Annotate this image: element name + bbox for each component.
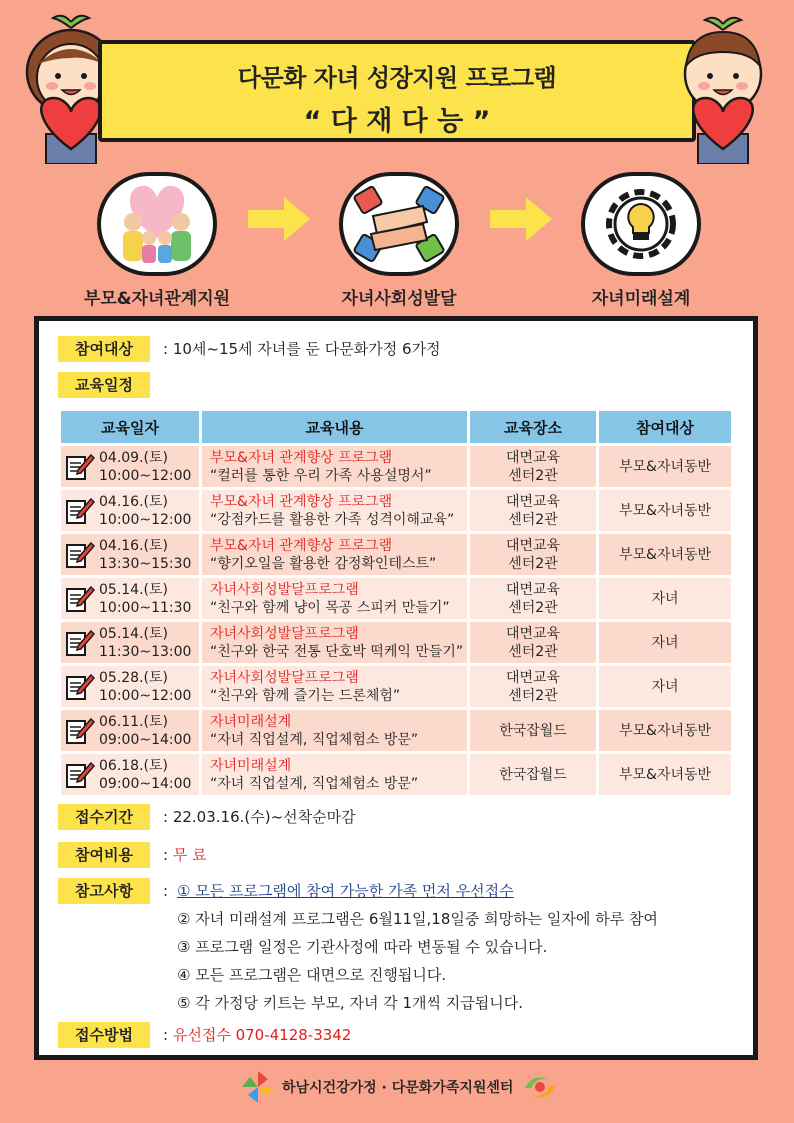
content-cell <box>202 710 470 751</box>
row-date: 06.18.(토) <box>99 757 168 774</box>
date-cell <box>61 622 202 663</box>
target-label: 참여대상 <box>58 336 150 362</box>
memo-pencil-icon <box>65 717 95 745</box>
row-place: 한국잡월드 <box>499 722 567 739</box>
step-circle-future <box>581 172 701 276</box>
table-row <box>61 754 731 795</box>
row-description: “강점카드를 활용한 가족 성격이해교육” <box>210 511 455 528</box>
date-cell <box>61 666 202 707</box>
row-place-detail: 센터2관 <box>508 599 558 616</box>
row-time: 10:00~12:00 <box>99 467 192 484</box>
period-label: 접수기간 <box>58 804 150 830</box>
row-time: 09:00~14:00 <box>99 731 192 748</box>
note-2: ② 자녀 미래설계 프로그램은 6월11일,18일중 희망하는 일자에 하루 참여 <box>177 910 658 928</box>
method-label: 접수방법 <box>58 1022 150 1048</box>
header-target: 참여대상 <box>599 411 731 443</box>
fee-colon: : <box>163 846 169 864</box>
row-description: “친구와 한국 전통 단호박 떡케익 만들기” <box>210 643 464 660</box>
lightbulb-gear-icon <box>585 176 697 272</box>
table-row <box>61 446 731 487</box>
place-cell <box>470 666 599 707</box>
memo-pencil-icon <box>65 585 95 613</box>
header-place: 교육장소 <box>470 411 599 443</box>
org-name: 하남시건강가정 · 다문화가족지원센터 <box>282 1080 514 1096</box>
schedule-label: 교육일정 <box>58 372 150 398</box>
row-date: 04.09.(토) <box>99 449 168 466</box>
table-row <box>61 710 731 751</box>
row-place-detail: 센터2관 <box>508 643 558 660</box>
row-place: 대면교육 <box>505 625 561 642</box>
row-program: 자녀사회성발달프로그램 <box>210 581 359 598</box>
row-place: 대면교육 <box>505 669 561 686</box>
place-cell <box>470 710 599 751</box>
target-cell: 부모&자녀동반 <box>599 490 731 531</box>
row-program: 자녀미래설계 <box>210 757 292 774</box>
info-panel <box>34 316 758 1060</box>
table-body <box>61 446 731 795</box>
row-program: 자녀사회성발달프로그램 <box>210 669 359 686</box>
title-banner <box>98 40 696 142</box>
row-place-detail: 센터2관 <box>508 467 558 484</box>
content-cell <box>202 754 470 795</box>
row-description: “친구와 함께 냥이 목공 스피커 만들기” <box>210 599 450 616</box>
target-value: : 10세~15세 자녀를 둔 다문화가정 6가정 <box>163 340 441 358</box>
content-cell <box>202 534 470 575</box>
place-cell <box>470 578 599 619</box>
place-cell <box>470 490 599 531</box>
schedule-table <box>61 411 731 795</box>
row-place: 대면교육 <box>505 537 561 554</box>
content-cell <box>202 446 470 487</box>
fee-label: 참여비용 <box>58 842 150 868</box>
row-description: “친구와 함께 즐기는 드론체험” <box>210 687 401 704</box>
row-time: 10:00~11:30 <box>99 599 192 616</box>
target-cell: 부모&자녀동반 <box>599 710 731 751</box>
target-cell: 자녀 <box>599 666 731 707</box>
memo-pencil-icon <box>65 673 95 701</box>
row-time: 13:30~15:30 <box>99 555 192 572</box>
period-value: : 22.03.16.(수)~선착순마감 <box>163 808 356 826</box>
row-time: 09:00~14:00 <box>99 775 192 792</box>
table-row <box>61 666 731 707</box>
table-row <box>61 534 731 575</box>
notes-label: 참고사항 <box>58 878 150 904</box>
target-cell: 부모&자녀동반 <box>599 534 731 575</box>
row-place: 대면교육 <box>505 493 561 510</box>
note-1: ① 모든 프로그램에 참여 가능한 가족 먼저 우선접수 <box>177 882 514 900</box>
date-cell <box>61 578 202 619</box>
row-date: 05.28.(토) <box>99 669 168 686</box>
date-cell <box>61 710 202 751</box>
row-time: 10:00~12:00 <box>99 687 192 704</box>
step-circle-family <box>97 172 217 276</box>
hands-together-icon <box>343 176 455 272</box>
row-program: 부모&자녀 관계향상 프로그램 <box>210 493 393 510</box>
date-cell <box>61 490 202 531</box>
method-colon: : <box>163 1026 169 1044</box>
row-place: 한국잡월드 <box>499 766 567 783</box>
program-name: “ 다 재 다 능 ” <box>303 106 491 137</box>
memo-pencil-icon <box>65 453 95 481</box>
row-date: 05.14.(토) <box>99 625 168 642</box>
note-5: ⑤ 각 가정당 키트는 부모, 자녀 각 1개씩 지급됩니다. <box>177 994 523 1012</box>
row-description: “자녀 직업설계, 직업체험소 방문” <box>210 731 419 748</box>
content-cell <box>202 490 470 531</box>
header-content: 교육내용 <box>202 411 470 443</box>
table-row <box>61 490 731 531</box>
content-cell <box>202 622 470 663</box>
date-cell <box>61 534 202 575</box>
target-cell: 자녀 <box>599 622 731 663</box>
step-label-social: 자녀사회성발달 <box>341 289 457 309</box>
row-place-detail: 센터2관 <box>508 687 558 704</box>
memo-pencil-icon <box>65 629 95 657</box>
row-date: 04.16.(토) <box>99 493 168 510</box>
row-date: 04.16.(토) <box>99 537 168 554</box>
step-circle-social <box>339 172 459 276</box>
row-place-detail: 센터2관 <box>508 555 558 572</box>
memo-pencil-icon <box>65 541 95 569</box>
step-label-future: 자녀미래설계 <box>591 289 691 309</box>
row-description: “컬러를 통한 우리 가족 사용설명서” <box>210 467 432 484</box>
pinwheel-logo-icon <box>240 1069 276 1105</box>
boy-with-heart-illustration <box>668 14 778 164</box>
memo-pencil-icon <box>65 497 95 525</box>
row-time: 10:00~12:00 <box>99 511 192 528</box>
note-3: ③ 프로그램 일정은 기관사정에 따라 변동될 수 있습니다. <box>177 938 548 956</box>
row-place: 대면교육 <box>505 449 561 466</box>
row-program: 자녀미래설계 <box>210 713 292 730</box>
content-cell <box>202 578 470 619</box>
row-program: 부모&자녀 관계향상 프로그램 <box>210 537 393 554</box>
arrow-right-icon <box>490 197 552 241</box>
place-cell <box>470 446 599 487</box>
note-4: ④ 모든 프로그램은 대면으로 진행됩니다. <box>177 966 447 984</box>
memo-pencil-icon <box>65 761 95 789</box>
method-value: 유선접수 070-4128-3342 <box>172 1026 352 1044</box>
content-cell <box>202 666 470 707</box>
row-description: “자녀 직업설계, 직업체험소 방문” <box>210 775 419 792</box>
row-program: 자녀사회성발달프로그램 <box>210 625 359 642</box>
row-description: “향기오일을 활용한 감정확인테스트” <box>210 555 437 572</box>
row-date: 05.14.(토) <box>99 581 168 598</box>
date-cell <box>61 754 202 795</box>
place-cell <box>470 622 599 663</box>
swirl-logo-icon <box>521 1070 559 1104</box>
place-cell <box>470 534 599 575</box>
footer-org <box>240 1066 560 1108</box>
table-row <box>61 578 731 619</box>
fee-value: 무 료 <box>172 846 207 864</box>
arrow-right-icon <box>248 197 310 241</box>
row-place: 대면교육 <box>505 581 561 598</box>
target-cell: 부모&자녀동반 <box>599 754 731 795</box>
family-heart-icon <box>101 176 213 272</box>
place-cell <box>470 754 599 795</box>
date-cell <box>61 446 202 487</box>
target-cell: 자녀 <box>599 578 731 619</box>
row-program: 부모&자녀 관계향상 프로그램 <box>210 449 393 466</box>
notes-colon: : <box>163 882 169 900</box>
page-title: 다문화 자녀 성장지원 프로그램 <box>237 64 557 92</box>
table-header <box>61 411 731 443</box>
row-time: 11:30~13:00 <box>99 643 192 660</box>
row-date: 06.11.(토) <box>99 713 168 730</box>
header-date: 교육일자 <box>61 411 202 443</box>
step-label-family: 부모&자녀관계지원 <box>83 289 231 309</box>
table-row <box>61 622 731 663</box>
target-cell: 부모&자녀동반 <box>599 446 731 487</box>
row-place-detail: 센터2관 <box>508 511 558 528</box>
